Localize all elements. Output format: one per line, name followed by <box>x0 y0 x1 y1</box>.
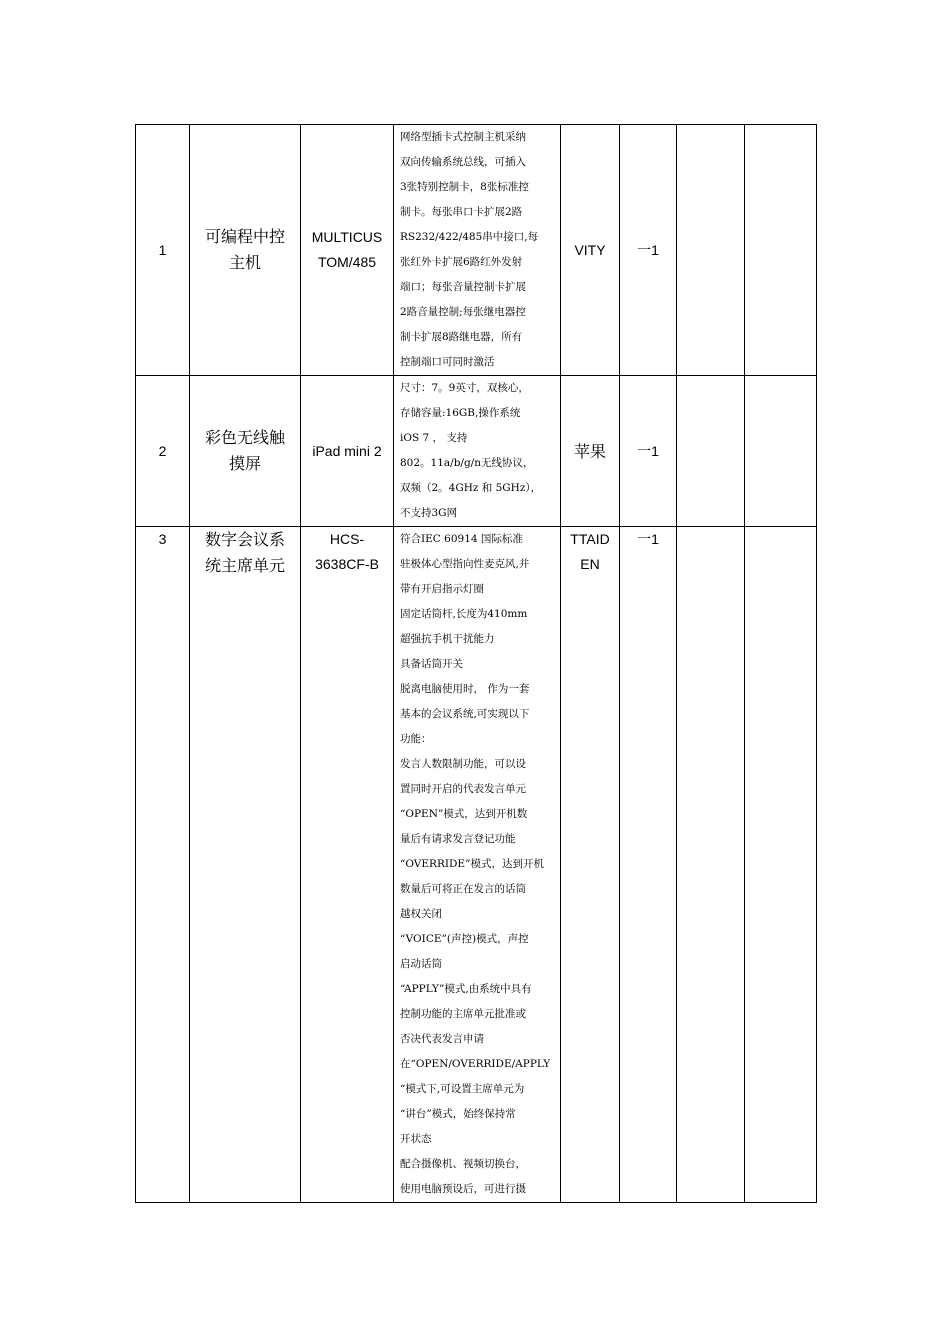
description-line: 符合IEC 60914 国际标准 <box>400 533 523 545</box>
row-number-cell: 3 <box>136 527 190 1203</box>
empty-cell <box>677 125 745 376</box>
description-line: 在“OPEN/OVERRIDE/APPLY <box>400 1058 551 1070</box>
description-line: 配合摄像机、视频切换台， <box>400 1158 526 1170</box>
description-line: 越权关闭 <box>400 908 442 920</box>
description-line: “讲台”模式，始终保持常 <box>400 1108 516 1120</box>
product-name-cell <box>190 376 301 527</box>
product-name-line: 统主席单元 <box>204 556 285 575</box>
description-line: 使用电脑预设后，可进行摄 <box>400 1183 526 1195</box>
description-line: “OPEN”模式，达到开机数 <box>400 808 528 820</box>
description-line: “模式下,可设置主席单元为 <box>400 1083 525 1095</box>
description-line: 驻极体心型指向性麦克风,并 <box>400 558 530 570</box>
description-line: 脱离电脑使用时， 作为一套 <box>400 683 530 695</box>
description-cell <box>394 527 561 1203</box>
description-line: 控制功能的主席单元批准或 <box>400 1008 526 1020</box>
description-line: 双向传输系统总线，可插入 <box>400 156 526 168</box>
description-line: 802。11a/b/g/n无线协议， <box>400 457 534 469</box>
model-line: 3638CF-B <box>315 556 379 572</box>
row-number-cell: 2 <box>136 376 190 527</box>
description-line: 2路音量控制;每张继电器控 <box>400 306 526 318</box>
product-name-line: 数字会议系 <box>204 530 285 549</box>
description-line: 3张特别控制卡，8张标准控 <box>400 181 529 193</box>
table-row <box>136 125 817 376</box>
brand-cell: 苹果 <box>561 376 620 527</box>
description-line: 开状态 <box>400 1133 432 1145</box>
equipment-spec-table <box>135 124 817 1203</box>
empty-cell <box>745 376 817 527</box>
description-line: 数量后可将正在发言的话筒 <box>400 883 526 895</box>
description-line: 端口；每张音量控制卡扩展 <box>400 281 526 293</box>
product-name-cell <box>190 527 301 1203</box>
description-line: 固定话筒杆,长度为410mm <box>400 608 528 620</box>
product-name-line: 主机 <box>228 253 261 272</box>
description-line: 量后有请求发言登记功能 <box>400 833 516 845</box>
description-line: 不支持3G网 <box>400 507 458 519</box>
description-line: 启动话筒 <box>400 958 442 970</box>
description-cell <box>394 376 561 527</box>
description-line: 张红外卡扩展6路红外发射 <box>400 256 523 268</box>
description-line: 发言人数限制功能，可以设 <box>400 758 526 770</box>
description-line: 存储容量:16GB,操作系统 <box>400 407 521 419</box>
model-cell <box>301 527 394 1203</box>
product-name-line: 彩色无线触 <box>204 428 285 447</box>
description-line: “VOICE”(声控)模式，声控 <box>400 933 529 945</box>
model-cell <box>301 376 394 527</box>
empty-cell <box>745 527 817 1203</box>
table-row <box>136 376 817 527</box>
description-line: 基本的会议系统,可实现以下 <box>400 708 530 720</box>
description-line: 具备话筒开关 <box>400 658 463 670</box>
description-line: 带有开启指示灯圈 <box>400 583 484 595</box>
description-line: 功能： <box>400 733 432 745</box>
table-row <box>136 527 817 1203</box>
description-line: 双频（2。4GHz 和 5GHz）， <box>400 482 542 494</box>
description-line: 网络型插卡式控制主机采纳 <box>400 131 526 143</box>
description-cell <box>394 125 561 376</box>
empty-cell <box>677 527 745 1203</box>
model-line: iPad mini 2 <box>312 442 382 459</box>
product-name-line: 摸屏 <box>228 454 261 473</box>
brand-cell: VITY <box>561 125 620 376</box>
model-line: TOM/485 <box>317 254 377 270</box>
description-line: “APPLY”模式,由系统中具有 <box>400 983 532 995</box>
description-line: “OVERRIDE”模式，达到开机 <box>400 858 544 870</box>
row-number-cell: 1 <box>136 125 190 376</box>
model-cell <box>301 125 394 376</box>
brand-cell <box>561 527 620 1203</box>
description-line: 制卡。每张串口卡扩展2路 <box>400 206 523 218</box>
description-line: 制卡扩展8路继电器，所有 <box>400 331 523 343</box>
empty-cell <box>677 376 745 527</box>
description-line: 否决代表发言申请 <box>400 1033 484 1045</box>
quantity-cell: 一1 <box>620 527 677 1203</box>
brand-line: EN <box>580 556 600 572</box>
description-line: iOS 7 ， 支持 <box>400 432 468 444</box>
description-line: 控制端口可同时激活 <box>400 356 495 368</box>
model-line: MULTICUS <box>311 229 383 245</box>
description-line: 尺寸：7。9英寸，双核心， <box>400 382 529 394</box>
description-line: RS232/422/485串中接口,每 <box>400 231 539 243</box>
quantity-cell: 一1 <box>620 125 677 376</box>
model-line: HCS- <box>329 531 365 547</box>
description-line: 超强抗手机干扰能力 <box>400 633 495 645</box>
description-line: 置同时开启的代表发言单元 <box>400 783 526 795</box>
brand-line: TTAID <box>570 531 610 547</box>
product-name-line: 可编程中控 <box>204 227 285 246</box>
empty-cell <box>745 125 817 376</box>
quantity-cell: 一1 <box>620 376 677 527</box>
product-name-cell <box>190 125 301 376</box>
